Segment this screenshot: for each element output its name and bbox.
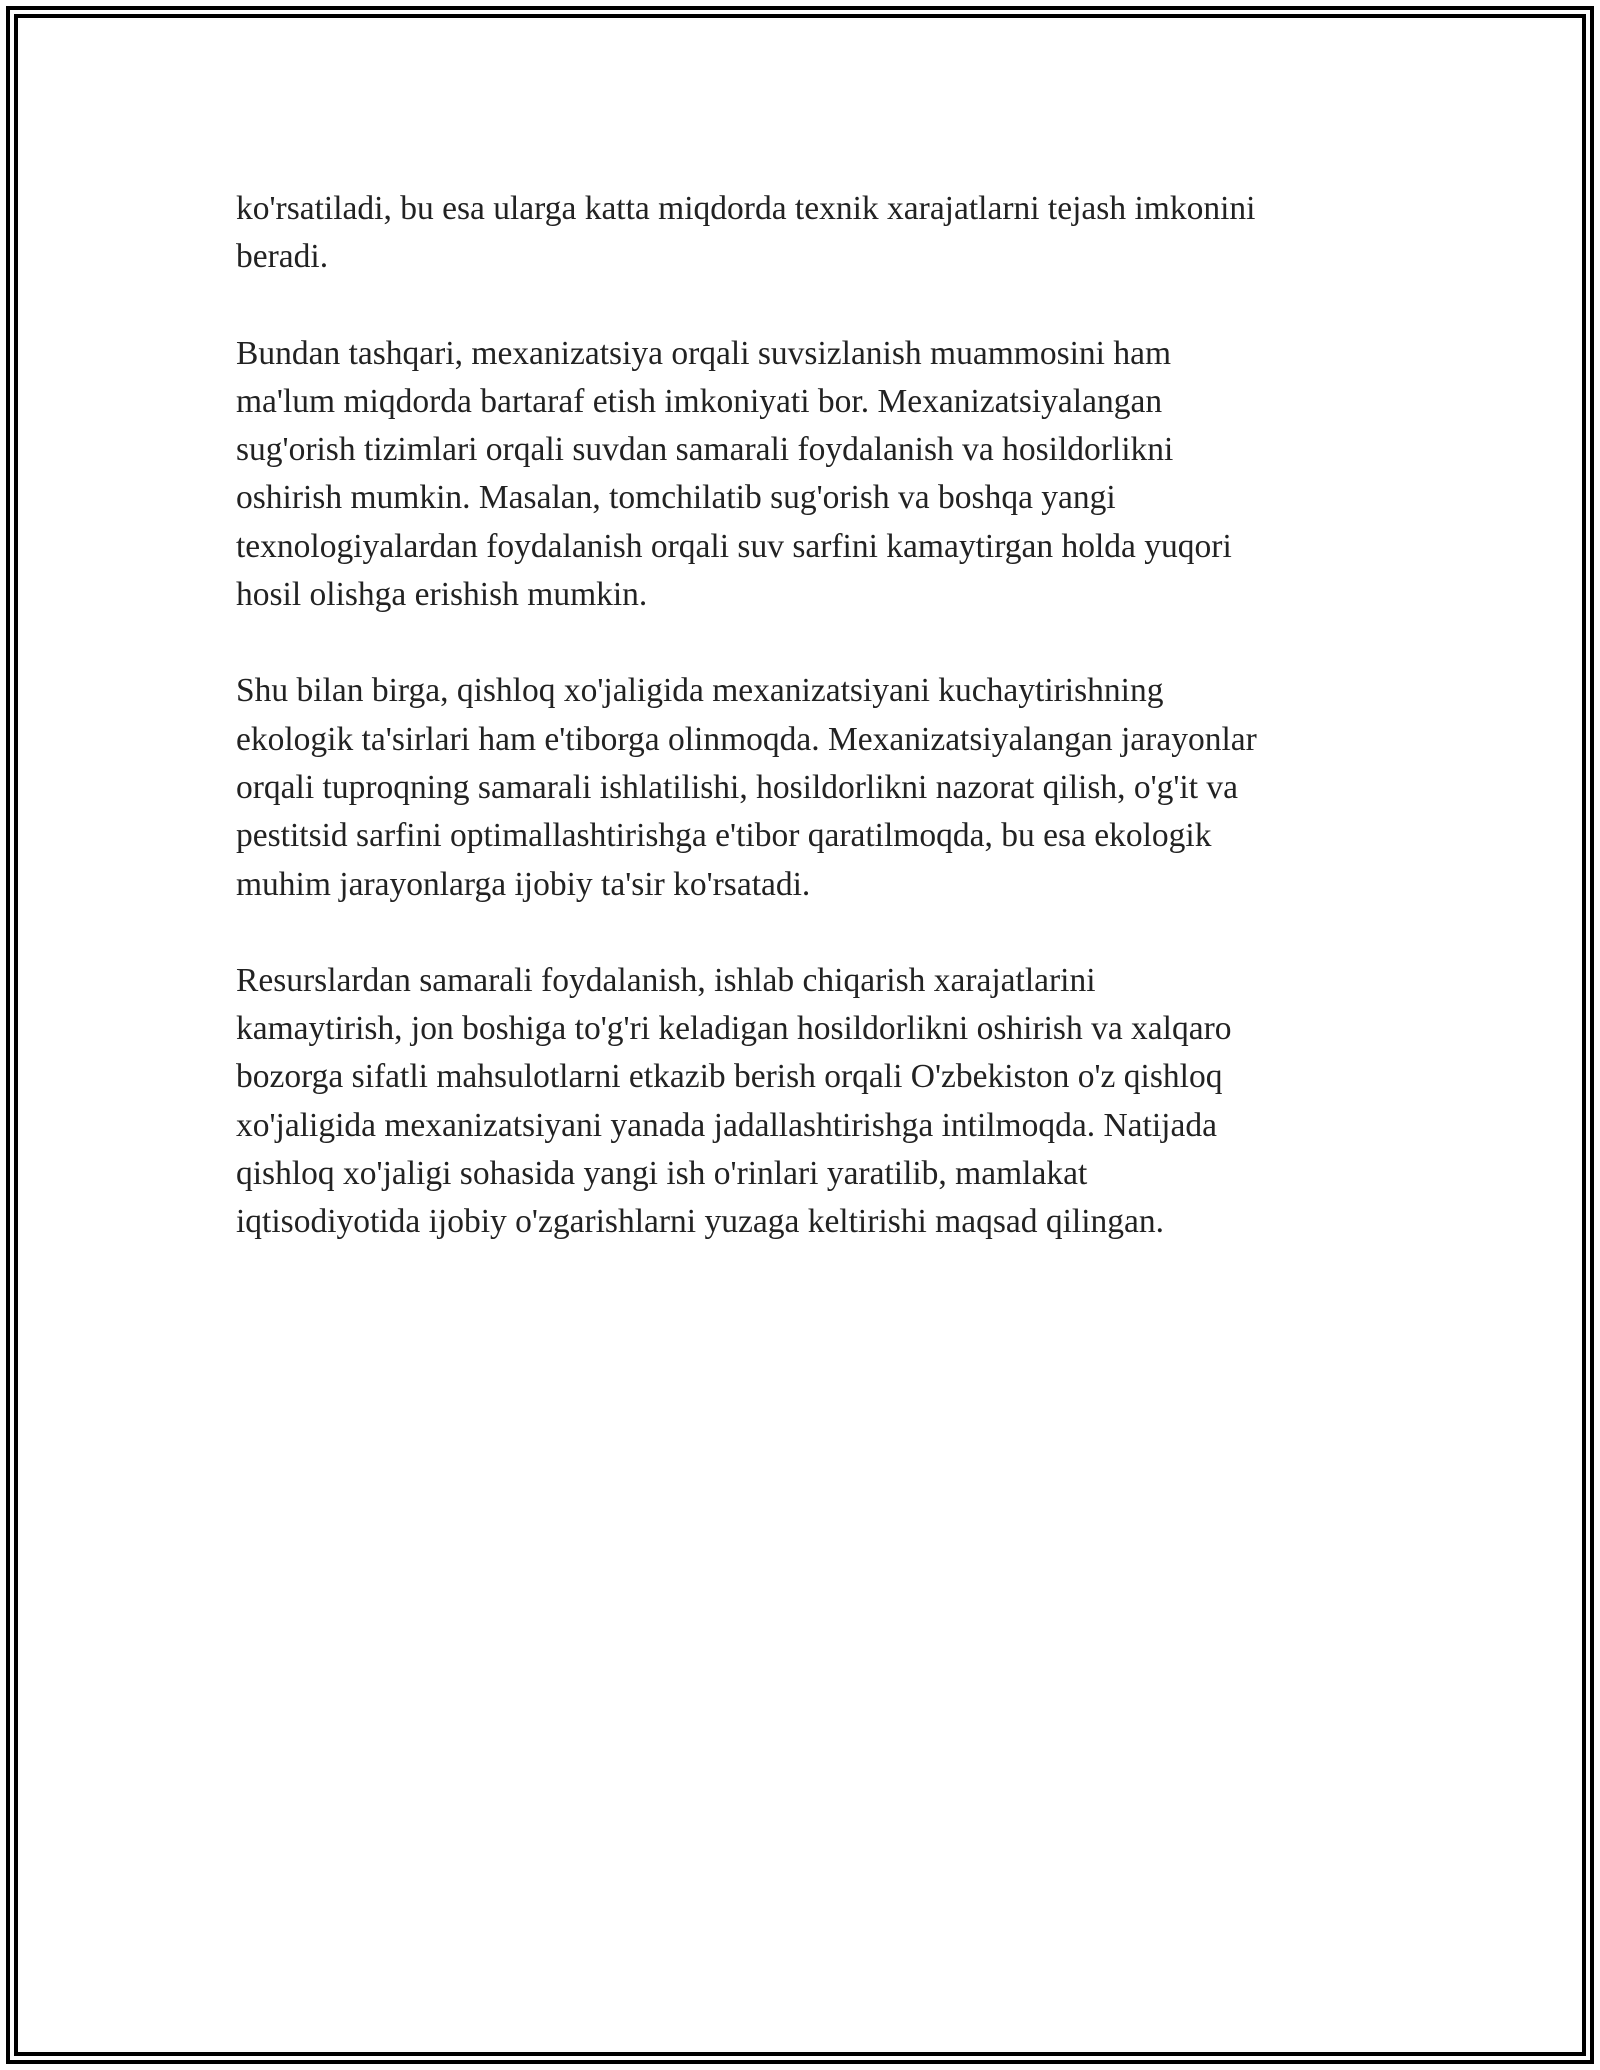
paragraph-3: Shu bilan birga, qishloq xo'jaligida mexanizatsiyani kuchaytirishning ekologik ta'sirlari ham e'tiborga olinmoqda. Mexanizatsiyalangan jarayonlar orqali tuproqning samarali ishlatilishi, hosildorlikni nazorat qilish, o'g'it va pestitsid sarfini optimallashtirishga e'tibor qaratilmoqda, bu esa ekologik muhim jarayonlarga ijobiy ta'sir ko'rsatadi. [236,672,1257,903]
document-body [236,185,1376,1295]
paragraph-1: ko'rsatiladi, bu esa ularga katta miqdorda texnik xarajatlarni tejash imkonini beradi. [236,190,1256,276]
paragraph-2: Bundan tashqari, mexanizatsiya orqali suvsizlanish muammosini ham ma'lum miqdorda bartaraf etish imkoniyati bor. Mexanizatsiyalangan sug'orish tizimlari orqali suvdan samarali foydalanish va hosildorlikni oshirish mumkin. Masalan, tomchilatib sug'orish va boshqa yangi texnologiyalardan foydalanish orqali suv sarfini kamaytirgan holda yuqori hosil olishga erishish mumkin. [236,334,1232,614]
paragraph-4: Resurslardan samarali foydalanish, ishlab chiqarish xarajatlarini kamaytirish, jon boshiga to'g'ri keladigan hosildorlikni oshirish va xalqaro bozorga sifatli mahsulotlarni etkazib berish orqali O'zbekiston o'z qishloq xo'jaligida mexanizatsiyani yanada jadallashtirishga intilmoqda. Natijada qishloq xo'jaligi sohasida yangi ish o'rinlari yaratilib, mamlakat iqtisodiyotida ijobiy o'zgarishlarni yuzaga keltirishi maqsad qilingan. [236,961,1232,1241]
